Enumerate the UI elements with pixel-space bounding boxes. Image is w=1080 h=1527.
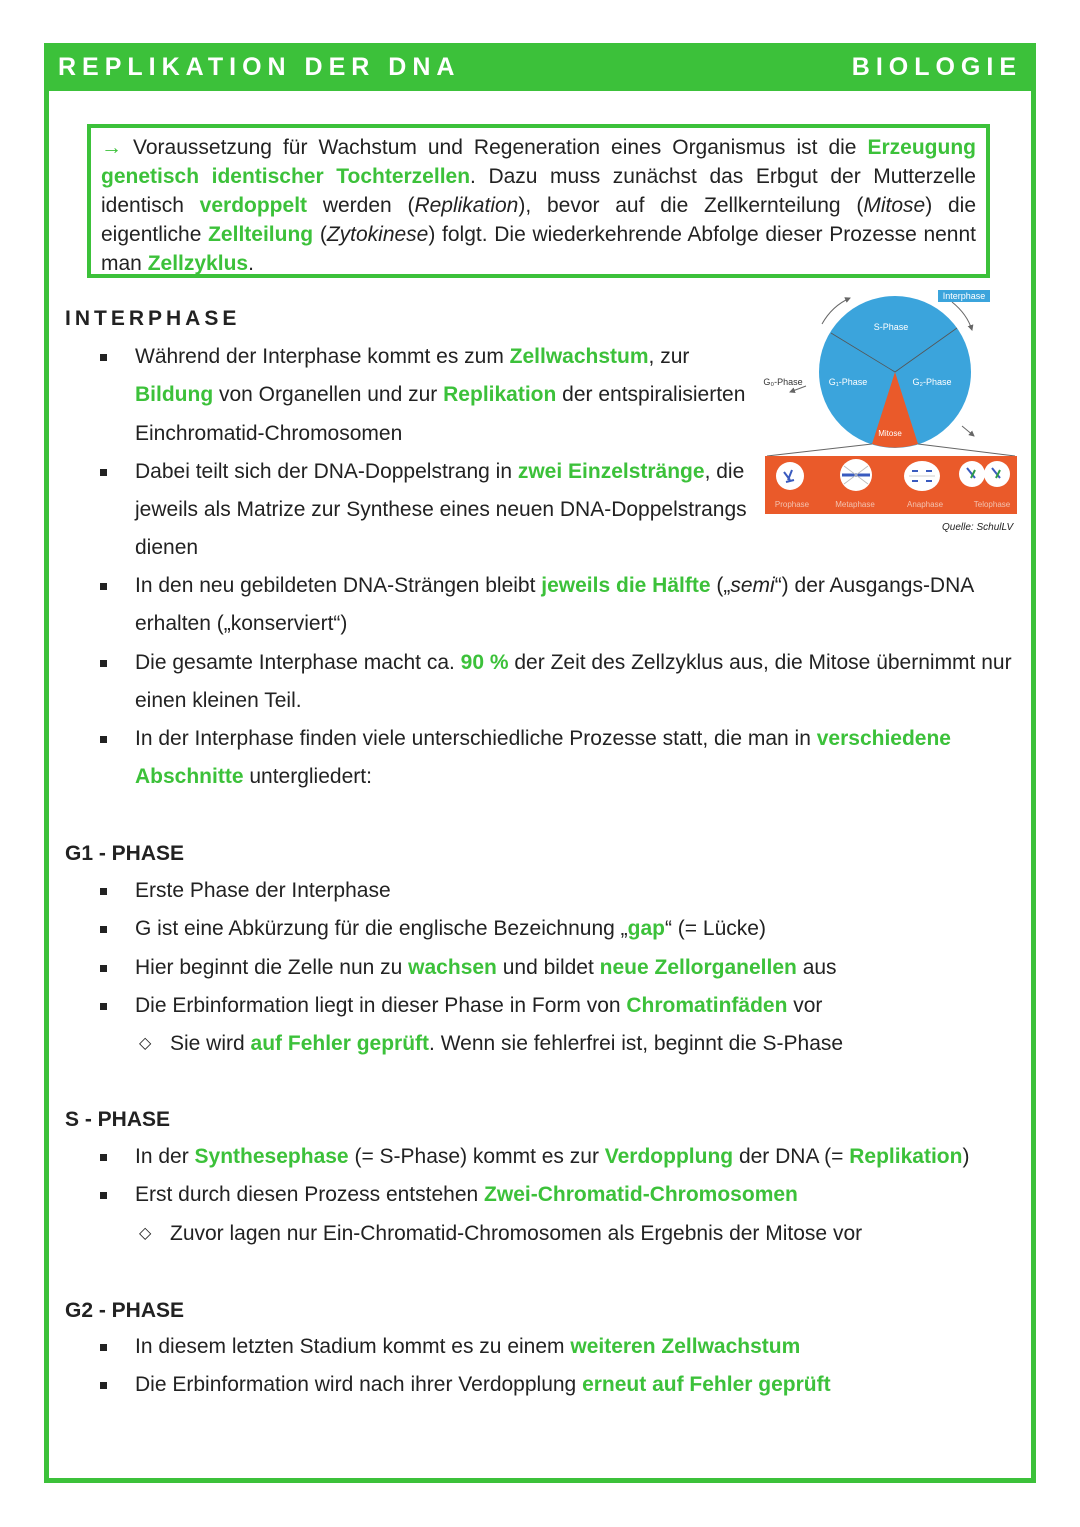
sub-item: ◇ Sie wird auf Fehler geprüft. Wenn sie fehlerfrei ist, beginnt die S-Phase [135, 1025, 1020, 1063]
interphase-list-a [100, 338, 760, 568]
prophase-label: Prophase [774, 500, 810, 509]
sub-item: ◇ Zuvor lagen nur Ein-Chromatid-Chromosomen als Ergebnis der Mitose vor [135, 1215, 1020, 1253]
list-item: Erste Phase der Interphase [100, 872, 1020, 910]
anaphase-cell [904, 461, 940, 491]
arrow-right-icon: → [101, 136, 122, 159]
intro-text: Voraussetzung für Wachstum und Regeneration eines Organismus ist die [133, 136, 857, 159]
anaphase-label: Anaphase [906, 500, 944, 509]
metaphase-cell [840, 459, 872, 491]
diamond-icon: ◇ [139, 1224, 152, 1242]
list-item: In der Synthesephase (= S-Phase) kommt es zur Verdopplung der DNA (= Replikation) [100, 1138, 1020, 1176]
intro-text: ( [319, 223, 327, 246]
intro-box [87, 124, 990, 278]
g2-phase-label: G₂-Phase [912, 377, 952, 387]
section-title-g1: G1 - PHASE [65, 842, 185, 865]
figure-source: Quelle: SchulLV [942, 522, 1014, 533]
intro-text: ) die eigentliche [101, 194, 977, 246]
s-phase-label: S-Phase [873, 322, 909, 332]
header-bar [44, 43, 1036, 91]
list-item: Die gesamte Interphase macht ca. 90 % der Zeit des Zellzyklus aus, die Mitose übernimmt nur einen kleinen Teil. [100, 644, 1020, 721]
list-item: G ist eine Abkürzung für die englische Bezeichnung „gap“ (= Lücke) [100, 910, 1020, 948]
cell-cycle-figure [762, 286, 1020, 536]
section-title-g2: G2 - PHASE [65, 1299, 185, 1322]
intro-highlight: Zellzyklus [147, 252, 249, 275]
intro-text: . Dazu muss zunächst das Erbgut der Mutterzelle identisch [101, 165, 976, 217]
intro-text: ) folgt. Die wiederkehrende Abfolge dieser Prozesse nennt man [101, 223, 977, 275]
g0-phase-label: G₀-Phase [763, 377, 803, 387]
telophase-label: Telophase [973, 500, 1011, 509]
metaphase-label: Metaphase [835, 500, 875, 509]
intro-text: werden ( [322, 194, 415, 217]
intro-highlight: Zellteilung [208, 223, 314, 246]
mitosis-label: Mitose [878, 429, 902, 438]
list-item: Die Erbinformation wird nach ihrer Verdopplung erneut auf Fehler geprüft [100, 1366, 1020, 1404]
page-title: REPLIKATION DER DNA [58, 53, 461, 81]
section-title-interphase: INTERPHASE [65, 307, 241, 330]
cell-cycle-diagram [762, 286, 1020, 536]
intro-highlight: verdoppelt [199, 194, 308, 217]
s-list [100, 1138, 1020, 1253]
list-item: In der Interphase finden viele unterschiedliche Prozesse statt, die man in verschiedene Abschnitte untergliedert: [100, 720, 1020, 797]
g2-list [100, 1328, 1020, 1405]
intro-text: . [248, 252, 254, 275]
list-item: Dabei teilt sich der DNA-Doppelstrang in zwei Einzelstränge, die jeweils als Matrize zur Synthese eines neuen DNA-Doppelstrangs dienen [100, 453, 760, 568]
intro-italic: Replikation [414, 194, 519, 217]
diamond-icon: ◇ [139, 1035, 152, 1053]
section-title-s: S - PHASE [65, 1108, 171, 1131]
g1-list [100, 872, 1020, 1063]
intro-italic: Zytokinese [326, 223, 429, 246]
list-item: Hier beginnt die Zelle nun zu wachsen und bildet neue Zellorganellen aus [100, 949, 1020, 987]
intro-italic: Mitose [863, 194, 926, 217]
g1-phase-label: G₁-Phase [828, 377, 868, 387]
subject-label: BIOLOGIE [851, 53, 1022, 81]
intro-text: ), bevor auf die Zellkernteilung ( [518, 194, 864, 217]
intro-highlight: Erzeugung genetisch identischer Tochterzellen [101, 136, 976, 188]
interphase-tag: Interphase [942, 291, 986, 301]
interphase-list-b [100, 567, 1020, 797]
list-item: In diesem letzten Stadium kommt es zu einem weiteren Zellwachstum [100, 1328, 1020, 1366]
list-item: Erst durch diesen Prozess entstehen Zwei-Chromatid-Chromosomen [100, 1176, 1020, 1214]
list-item: Die Erbinformation liegt in dieser Phase in Form von Chromatinfäden vor [100, 987, 1020, 1025]
list-item: In den neu gebildeten DNA-Strängen bleibt jeweils die Hälfte („semi“) der Ausgangs-DNA erhalten („konserviert“) [100, 567, 1020, 644]
prophase-cell [776, 462, 804, 490]
list-item: Während der Interphase kommt es zum Zellwachstum, zur Bildung von Organellen und zur Replikation der entspiralisierten Einchromatid-Chromosomen [100, 338, 760, 453]
